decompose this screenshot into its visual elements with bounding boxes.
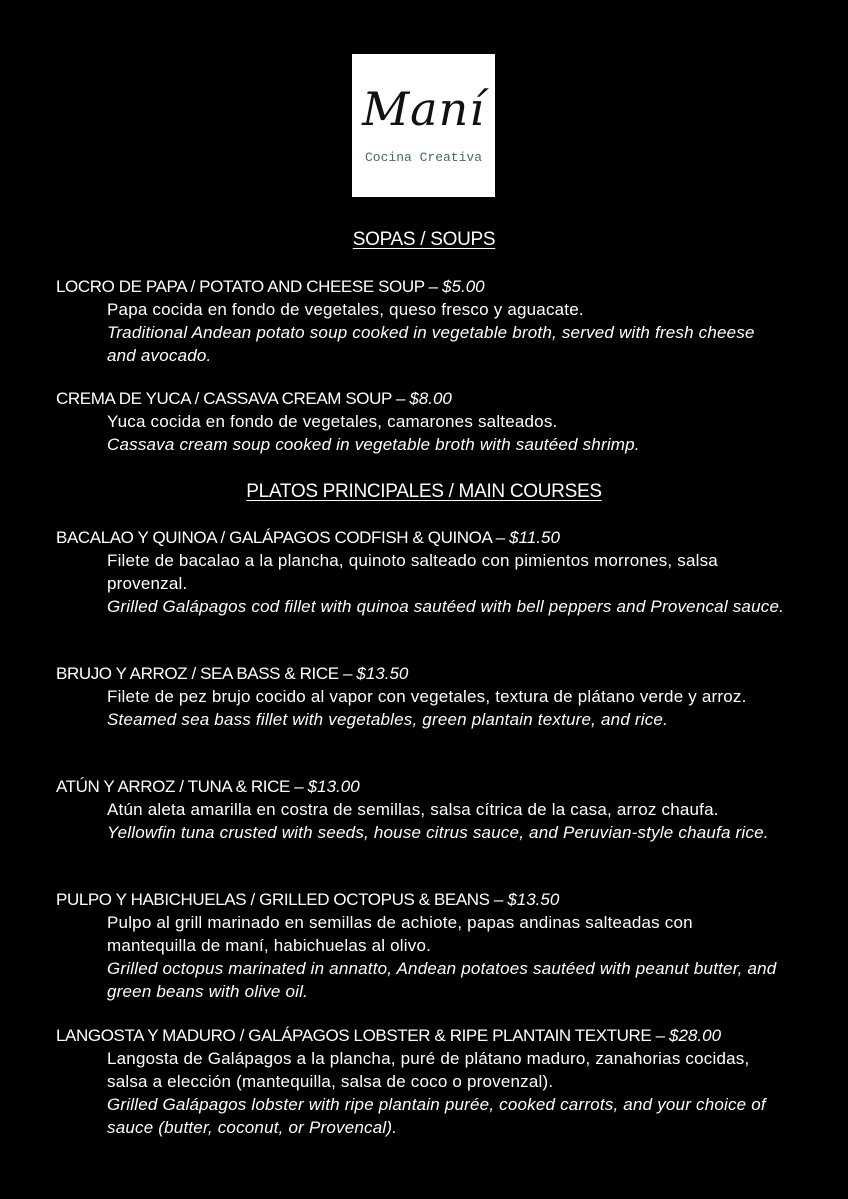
menu-item-bacalao bbox=[56, 526, 786, 618]
menu-item-crema-de-yuca bbox=[56, 387, 786, 456]
menu-item-description-en: Grilled octopus marinated in annatto, Andean potatoes sautéed with peanut butter, and green beans with olive oil. bbox=[107, 959, 777, 1001]
logo-tagline: Cocina Creativa bbox=[364, 150, 483, 165]
menu-item-price: $8.00 bbox=[409, 389, 452, 408]
menu-item-name: BRUJO Y ARROZ / SEA BASS & RICE bbox=[56, 664, 339, 683]
menu-item-name: LOCRO DE PAPA / POTATO AND CHEESE SOUP bbox=[56, 277, 425, 296]
menu-item-description-en: Grilled Galápagos cod fillet with quinoa sautéed with bell peppers and Provencal sauce. bbox=[107, 597, 785, 616]
menu-item-description-es: Papa cocida en fondo de vegetales, queso fresco y aguacate. bbox=[107, 300, 584, 319]
menu-item-header: BRUJO Y ARROZ / SEA BASS & RICE – $13.50 bbox=[56, 664, 409, 683]
menu-item-description-es: Filete de bacalao a la plancha, quinoto salteado con pimientos morrones, salsa provenzal. bbox=[107, 551, 718, 593]
menu-item-description-en: Traditional Andean potato soup cooked in vegetable broth, served with fresh cheese and avocado. bbox=[107, 323, 755, 365]
menu-item-description-en: Yellowfin tuna crusted with seeds, house citrus sauce, and Peruvian-style chaufa rice. bbox=[107, 823, 769, 842]
menu-item-price: $13.50 bbox=[507, 890, 560, 909]
menu-item-name: PULPO Y HABICHUELAS / GRILLED OCTOPUS & BEANS bbox=[56, 890, 490, 909]
menu-item-price: $13.50 bbox=[356, 664, 409, 683]
menu-item-locro bbox=[56, 275, 786, 367]
menu-item-name: LANGOSTA Y MADURO / GALÁPAGOS LOBSTER & RIPE PLANTAIN TEXTURE bbox=[56, 1026, 652, 1045]
menu-item-price: $13.00 bbox=[307, 777, 360, 796]
restaurant-logo bbox=[352, 54, 495, 197]
menu-item-description-es: Filete de pez brujo cocido al vapor con vegetales, textura de plátano verde y arroz. bbox=[107, 687, 747, 706]
menu-item-header: BACALAO Y QUINOA / GALÁPAGOS CODFISH & QUINOA – $11.50 bbox=[56, 528, 560, 547]
menu-item-description-es: Langosta de Galápagos a la plancha, puré de plátano maduro, zanahorias cocidas, salsa a elección (mantequilla, salsa de coco o provenzal). bbox=[107, 1049, 750, 1091]
menu-item-atun bbox=[56, 775, 786, 844]
menu-item-description-es: Yuca cocida en fondo de vegetales, camarones salteados. bbox=[107, 412, 558, 431]
menu-item-name: ATÚN Y ARROZ / TUNA & RICE bbox=[56, 777, 290, 796]
menu-item-header: ATÚN Y ARROZ / TUNA & RICE – $13.00 bbox=[56, 777, 360, 796]
menu-item-description-es: Atún aleta amarilla en costra de semillas, salsa cítrica de la casa, arroz chaufa. bbox=[107, 800, 719, 819]
menu-item-name: CREMA DE YUCA / CASSAVA CREAM SOUP bbox=[56, 389, 392, 408]
menu-item-header: LANGOSTA Y MADURO / GALÁPAGOS LOBSTER & RIPE PLANTAIN TEXTURE – $28.00 bbox=[56, 1026, 722, 1045]
menu-item-price: $5.00 bbox=[442, 277, 485, 296]
menu-item-price: $28.00 bbox=[669, 1026, 722, 1045]
logo-name: Maní bbox=[362, 82, 485, 136]
section-title-main-courses: PLATOS PRINCIPALES / MAIN COURSES bbox=[246, 481, 602, 502]
menu-item-description-en: Cassava cream soup cooked in vegetable broth with sautéed shrimp. bbox=[107, 435, 640, 454]
menu-item-brujo bbox=[56, 662, 786, 731]
menu-item-pulpo bbox=[56, 888, 786, 1003]
menu-item-header: LOCRO DE PAPA / POTATO AND CHEESE SOUP – $5.00 bbox=[56, 277, 485, 296]
menu-item-header: PULPO Y HABICHUELAS / GRILLED OCTOPUS & BEANS – $13.50 bbox=[56, 890, 560, 909]
menu-item-langosta bbox=[56, 1024, 786, 1139]
menu-item-description-es: Pulpo al grill marinado en semillas de achiote, papas andinas salteadas con mantequilla de maní, habichuelas al olivo. bbox=[107, 913, 693, 955]
menu-item-description-en: Grilled Galápagos lobster with ripe plantain purée, cooked carrots, and your choice of sauce (butter, coconut, or Provencal). bbox=[107, 1095, 766, 1137]
menu-item-name: BACALAO Y QUINOA / GALÁPAGOS CODFISH & QUINOA bbox=[56, 528, 492, 547]
menu-item-price: $11.50 bbox=[509, 528, 560, 547]
menu-item-header: CREMA DE YUCA / CASSAVA CREAM SOUP – $8.00 bbox=[56, 389, 452, 408]
section-title-soups: SOPAS / SOUPS bbox=[352, 229, 496, 250]
menu-item-description-en: Steamed sea bass fillet with vegetables, green plantain texture, and rice. bbox=[107, 710, 669, 729]
